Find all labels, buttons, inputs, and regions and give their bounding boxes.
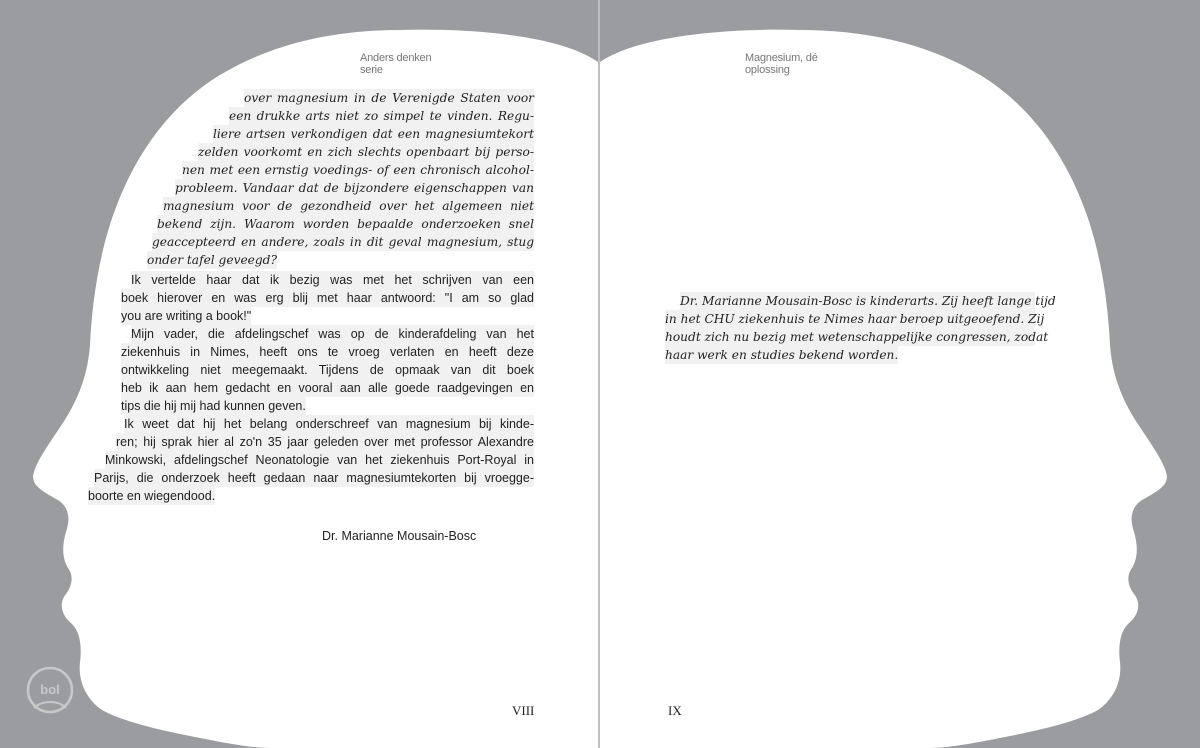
quote-line: over magnesium in de Verenigde Staten voor [244, 91, 534, 105]
body-line: Ik vertelde haar dat ik bezig was met het schrijven van een [131, 273, 534, 287]
body-line: boek hierover en was erg blij met haar antwoord: "I am so glad [121, 291, 534, 305]
quote-line: bekend zijn. Waarom worden bepaalde onderzoeken snel [157, 217, 534, 231]
body-line: boorte en wiegendood. [88, 489, 216, 503]
right-page-silhouette [600, 30, 1167, 748]
quote-line: liere artsen verkondigen dat een magnesiumtekort [213, 127, 534, 141]
quote-line: zelden voorkomt en zich slechts openbaart bij perso- [198, 145, 534, 159]
bio-line: in het CHU ziekenhuis te Nimes haar beroep uitgeoefend. Zij [665, 312, 1045, 326]
quote-line: magnesium voor de gezondheid over het algemeen niet [163, 199, 534, 213]
running-header-right: Magnesium, dé oplossing [745, 52, 818, 76]
bio-line: haar werk en studies bekend worden. [665, 348, 899, 362]
quote-line: probleem. Vandaar dat de bijzondere eigenschappen van [175, 181, 534, 195]
running-header-left: Anders denken serie [360, 52, 432, 76]
body-line: Parijs, die onderzoek heeft gedaan naar magnesiumtekorten bij vroegge- [94, 471, 534, 485]
bol-watermark-logo [20, 660, 80, 720]
body-line: ontwikkeling niet meegemaakt. Tijdens de opmaak van dit boek [121, 363, 534, 377]
body-line: ren; hij sprak hier al zo'n 35 jaar geleden over met professor Alexandre [116, 435, 534, 449]
bio-line: houdt zich nu bezig met wetenschappelijke congressen, zodat [665, 330, 1049, 344]
body-line: Ik weet dat hij het belang onderschreef van magnesium bij kinde- [124, 417, 534, 431]
body-line: you are writing a book!" [121, 309, 252, 323]
body-line: Mijn vader, die afdelingschef was op de kinderafdeling van het [131, 327, 534, 341]
page-number-right: IX [668, 703, 682, 718]
quote-line: nen met een ernstig voedings- of een chronisch alcohol- [182, 163, 534, 177]
body-line: Minkowski, afdelingschef Neonatologie van het ziekenhuis Port-Royal in [105, 453, 534, 467]
quote-line: geaccepteerd en andere, zoals in dit geval magnesium, stug [152, 235, 534, 249]
body-line: heb ik aan hem gedacht en vooral aan alle goede raadgevingen en [121, 381, 534, 395]
svg-text:bol: bol [40, 682, 60, 697]
quote-line: onder tafel geveegd? [147, 253, 278, 267]
quote-line: een drukke arts niet zo simpel te vinden. Regu- [229, 109, 534, 123]
body-line: ziekenhuis in Nimes, heeft ons te vroeg verlaten en heeft deze [121, 345, 534, 359]
body-line: tips die hij mij had kunnen geven. [121, 399, 306, 413]
bio-line: Dr. Marianne Mousain-Bosc is kinderarts. Zij heeft lange tijd [680, 294, 1056, 308]
author-signature: Dr. Marianne Mousain-Bosc [322, 529, 477, 543]
page-number-left: VIII [512, 703, 535, 718]
